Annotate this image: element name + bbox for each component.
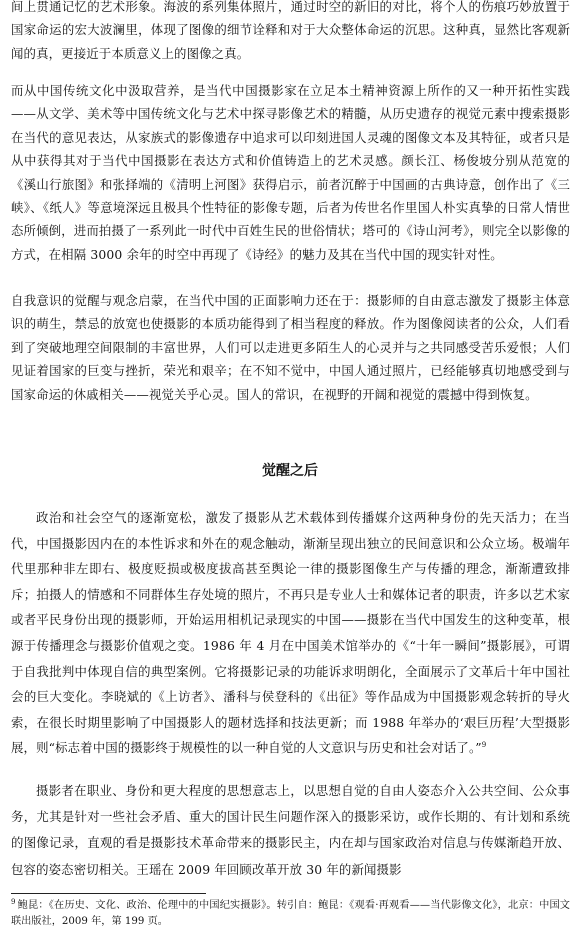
- body-paragraph-1: 间上贯通记忆的艺术形象。海波的系列集体照片，通过时空的新旧的对比，将个人的伤痕巧妙放置于国家命运的宏大波澜里，体现了图像的细节诠释和对于大众整体命运的沉思。这种真，显然比客观新闻的真，更接近于本质意义上的图像之真。: [11, 0, 570, 61]
- closing-quote: ”: [475, 740, 482, 756]
- footnote-reference[interactable]: 9: [481, 741, 487, 750]
- body-paragraph-4-text: 政治和社会空气的逐渐宽松，激发了摄影从艺术载体到传播媒介这两种身份的先天活力；在当代，中国摄影因内在的本性诉求和外在的观念触动，渐渐呈现出独立的民间意识和公众立场。极端年代里那种非左即右、极度贬损或极度拔高甚至舆论一律的摄影图像生产与传播的理念，渐渐遭致排斥；拍摄人的情感和不同群体生存处境的照片，不再只是专业人士和媒体记者的职责，许多以艺术家或者平民身份出现的摄影师，开始运用相机记录现实的中国——摄影在当代中国发生的这种变革，根源于传播理念与摄影价值观之变。1986 年 4 月在中国美术馆举办的《“十年一瞬间”摄影展》，可谓于自我批判中体现自信的典型案例。它将摄影记录的功能诉求明朗化，全面展示了文革后十年中国社会的巨大变化。李晓斌的《上访者》、潘科与侯登科的《出征》等作品成为中国摄影观念转折的导火索，在很长时期里影响了中国摄影人的题材选择和技法更新；而 1988 年举办的‘艰巨历程’大型摄影展，则“标志着中国的摄影终于规模性的以一种自觉的人文意识与历史和社会对话了。: [11, 510, 570, 756]
- section-heading: 觉醒之后: [262, 463, 318, 479]
- footnote-number: 9: [11, 897, 16, 906]
- body-paragraph-3: 自我意识的觉醒与观念启蒙，在当代中国的正面影响力还在于：摄影师的自由意志激发了摄影主体意识的萌生，禁忌的放宽也使摄影的本质功能得到了相当程度的释放。作为图像阅读者的公众，人们看到了突破地理空间限制的丰富世界，人们可以走进更多陌生人的心灵并与之共同感受苦乐爱恨；人们见证着国家的巨变与挫折，荣光和艰辛；在不知不觉中，中国人通过照片，已经能够真切地感受到与国家命运的休戚相关——视觉关乎心灵。国人的常识，在视野的开阔和视觉的震撼中得到恢复。: [11, 293, 570, 402]
- footnote: [11, 898, 570, 930]
- body-paragraph-5: 摄影者在职业、身份和更大程度的思想意志上，以思想自觉的自由人姿态介入公共空间、公众事务，尤其是针对一些社会矛盾、重大的国计民生问题作深入的摄影采访，或作长期的、有计划和系统的图像记录，直观的看是摄影技术革命带来的摄影民主，内在却与国家政治对信息与传媒渐趋开放、包容的姿态密切相关。王瑶在 2009 年回顾改革开放 30 年的新闻摄影: [11, 783, 570, 877]
- body-paragraph-2: 而从中国传统文化中汲取营养，是当代中国摄影家在立足本土精神资源上所作的又一种开拓性实践——从文学、美术等中国传统文化与艺术中探寻影像艺术的精髓，从历史遗存的视觉元素中搜索摄影在当代的意见表达，从家族式的影像遗存中追求可以印刻进国人灵魂的图像文本及其特征，或者只是从中获得其对于当代中国摄影在表达方式和价值铸造上的艺术灵感。颜长江、杨俊坡分别从范宽的《溪山行旅图》和张择端的《清明上河图》获得启示，前者沉醉于中国画的古典诗意，创作出了《三峡》、《纸人》等意境深远且极具个性特征的影像专题，后者为传世名作里国人朴实真挚的日常人情世态所倾倒，进而拍摄了一系列此一时代中百姓生民的世俗情状；塔可的《诗山河考》，则完全以影像的方式，在相隔 3000 余年的时空中再现了《诗经》的魅力及其在当代中国的现实针对性。: [11, 83, 570, 262]
- body-paragraph-4: [11, 505, 570, 761]
- footnote-divider: [11, 893, 206, 894]
- footnote-text: 鲍昆：《在历史、文化、政治、伦理中的中国纪实摄影》。转引自：鲍昆：《观看·再观看——当代影像文化》，北京：中国文联出版社，2009 年，第 199 页。: [11, 900, 570, 927]
